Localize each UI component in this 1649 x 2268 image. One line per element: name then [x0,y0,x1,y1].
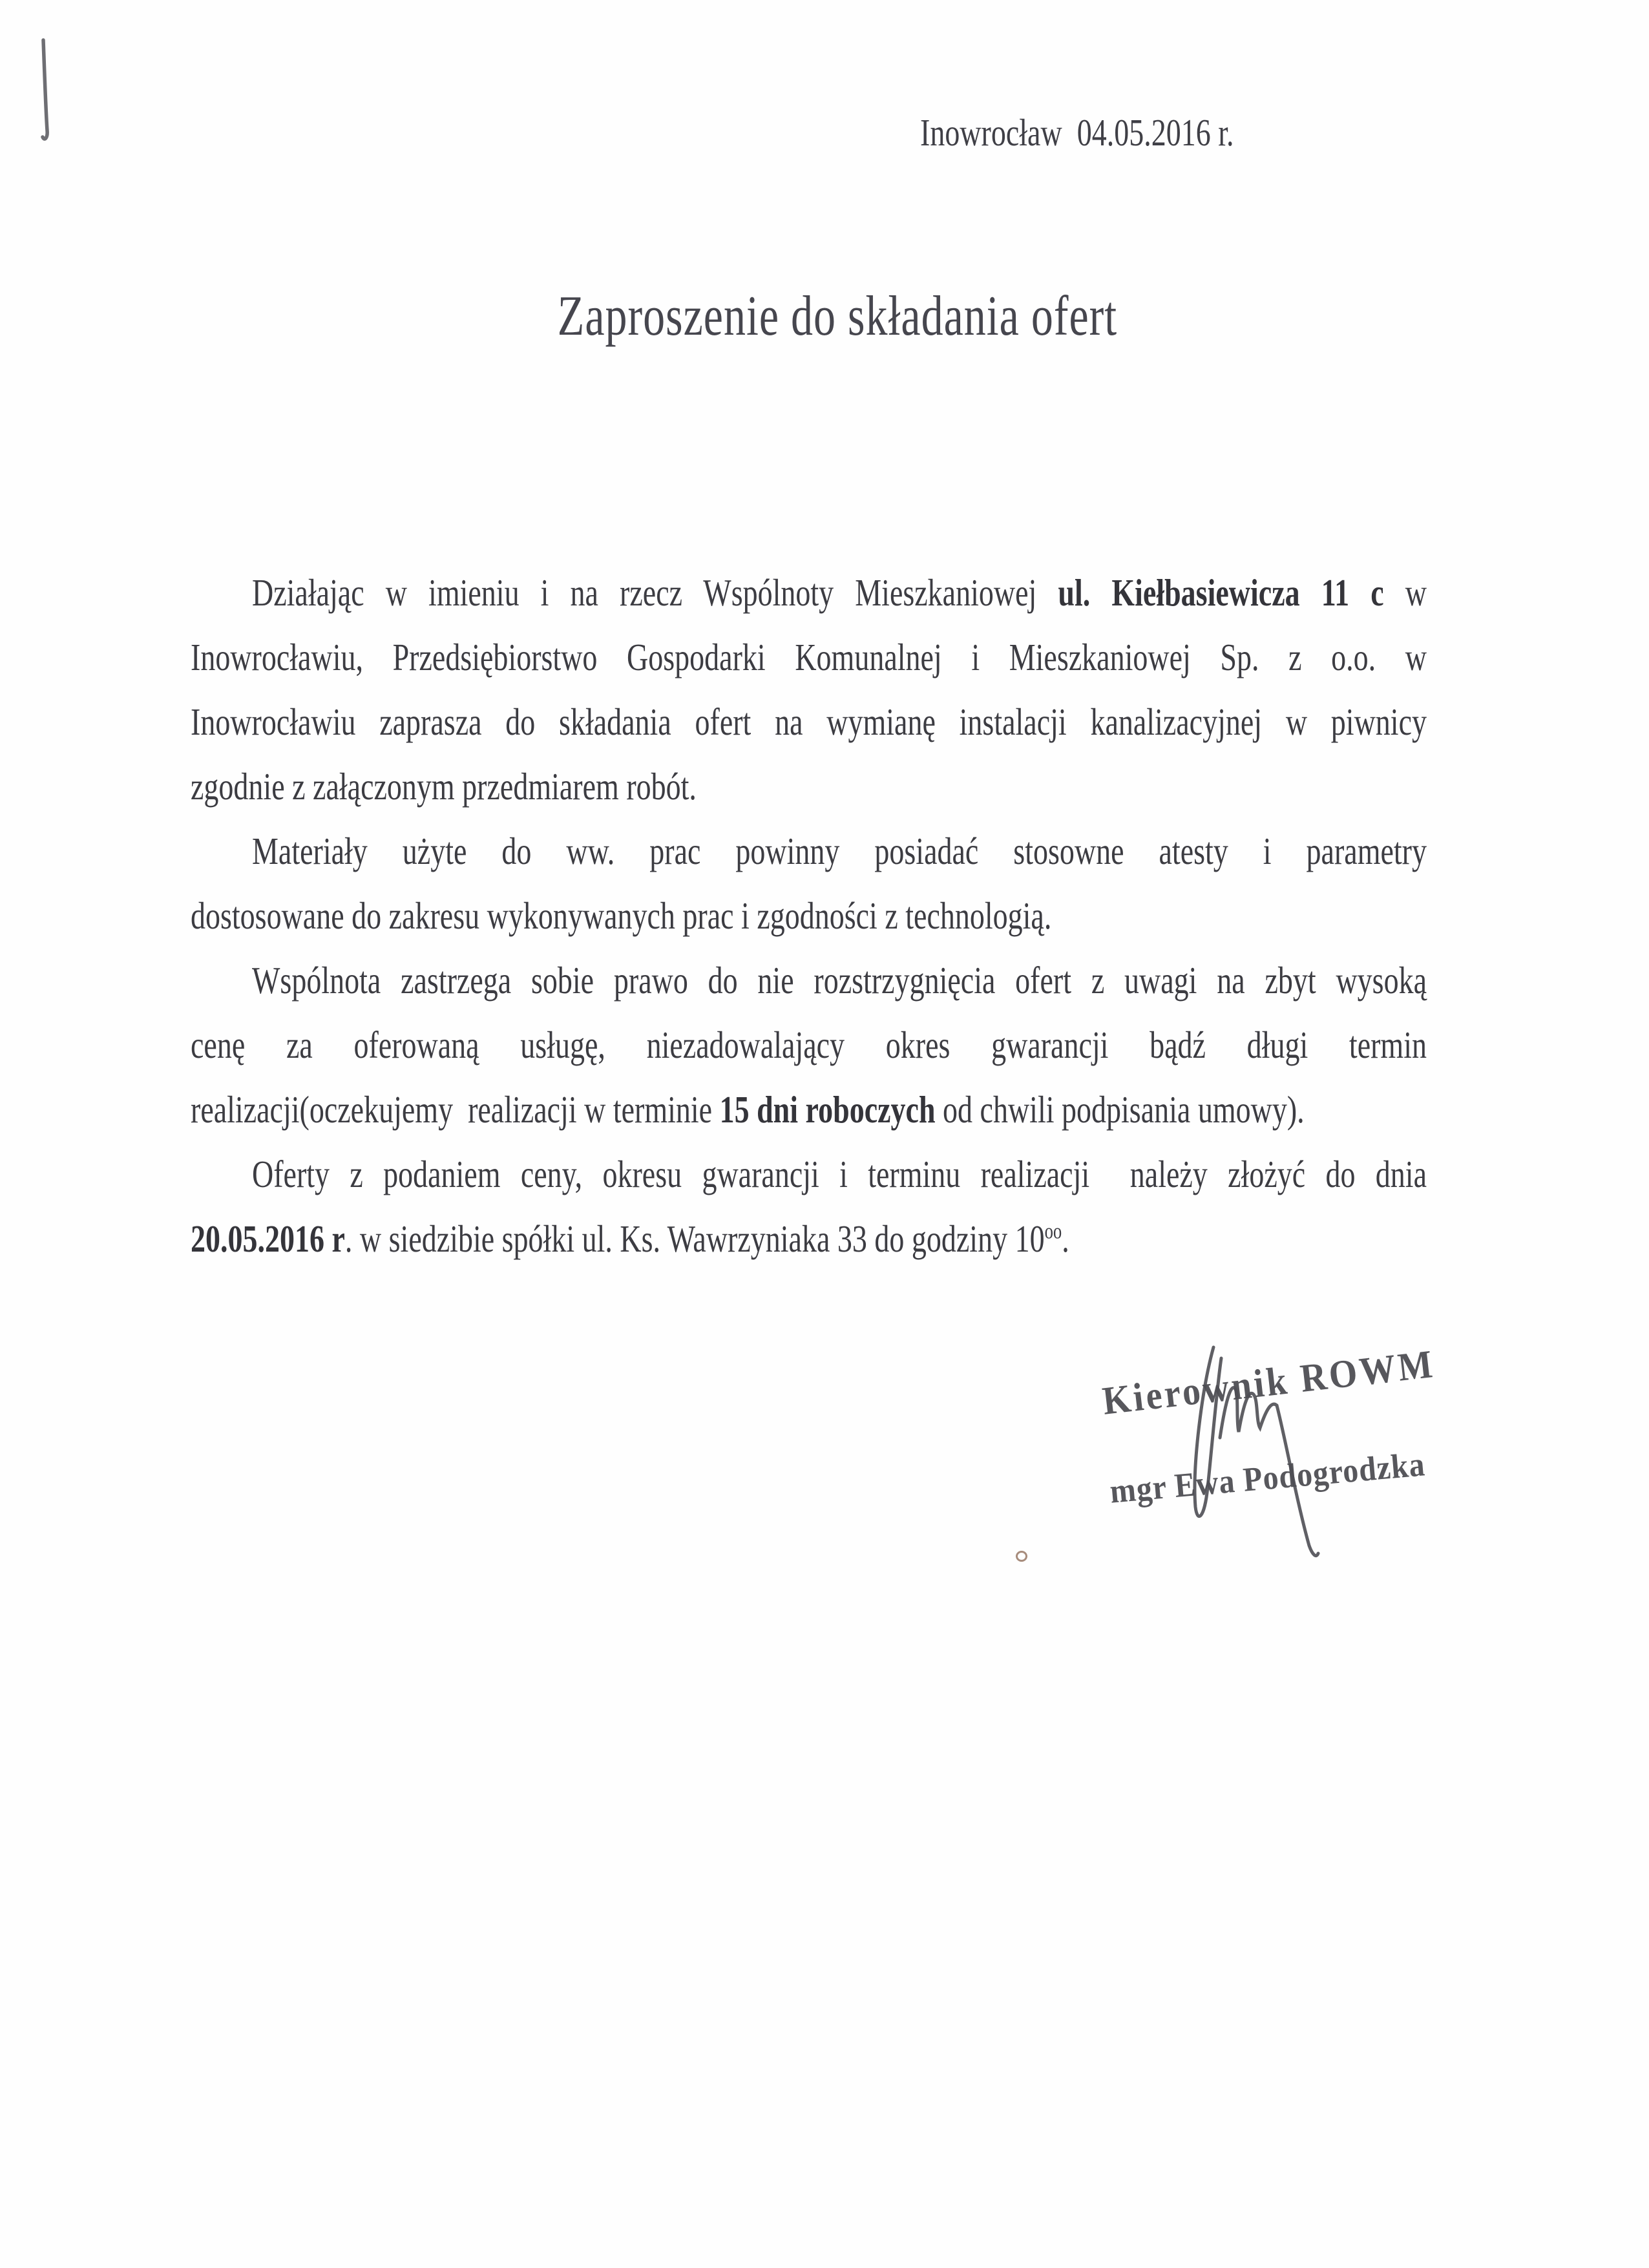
body-text: dostosowane do zakresu wykonywanych prac i zgodności z technologią. [191,894,1052,937]
body-text-bold: 20.05.2016 r [191,1217,345,1260]
body-text: . w siedzibie spółki ul. Ks. Wawrzyniaka 33 do godziny 10 [344,1217,1045,1260]
body-text: od chwili podpisania umowy). [935,1088,1305,1131]
stamp-role-line: Kierownik ROWM [1100,1341,1438,1424]
body-text-bold: 15 dni roboczych [719,1088,936,1131]
body-text-superscript: oo [1044,1218,1062,1243]
body-text: . [1062,1217,1069,1260]
body-text: cenę za oferowaną usługę, niezadowalający okres gwarancji bądź długi termin [191,1024,1427,1066]
body-text: zgodnie z załączonym przedmiarem robót. [191,765,697,808]
handwritten-signature [1131,1318,1350,1577]
document-body [191,561,1427,1272]
body-text: w [1383,571,1427,614]
scan-speck [1016,1551,1027,1562]
date-line: Inowrocław 04.05.2016 r. [920,111,1234,154]
body-text: Materiały użyte do ww. prac powinny posiadać stosowne atesty i parametry [252,830,1427,872]
scan-artifact-line [37,36,57,149]
body-text: Działając w imieniu i na rzecz Wspólnoty Mieszkaniowej [252,571,1058,614]
body-line [191,1198,1427,1281]
body-text: Oferty z podaniem ceny, okresu gwarancji i terminu realizacji należy złożyć do dnia [252,1153,1427,1195]
body-text: realizacji(oczekujemy realizacji w terminie [191,1088,720,1131]
body-text: Wspólnota zastrzega sobie prawo do nie rozstrzygnięcia ofert z uwagi na zbyt wysoką [252,959,1427,1002]
stamp-name-line: mgr Ewa Podogrodzka [1108,1445,1427,1511]
body-text-bold: ul. Kiełbasiewicza 11 c [1058,571,1384,614]
document-title: Zaproszenie do składania ofert [557,283,1118,348]
body-text: Inowrocławiu, Przedsiębiorstwo Gospodarki Komunalnej i Mieszkaniowej Sp. z o.o. w [191,636,1427,678]
body-text: Inowrocławiu zaprasza do składania ofert na wymianę instalacji kanalizacyjnej w piwnicy [191,700,1427,743]
